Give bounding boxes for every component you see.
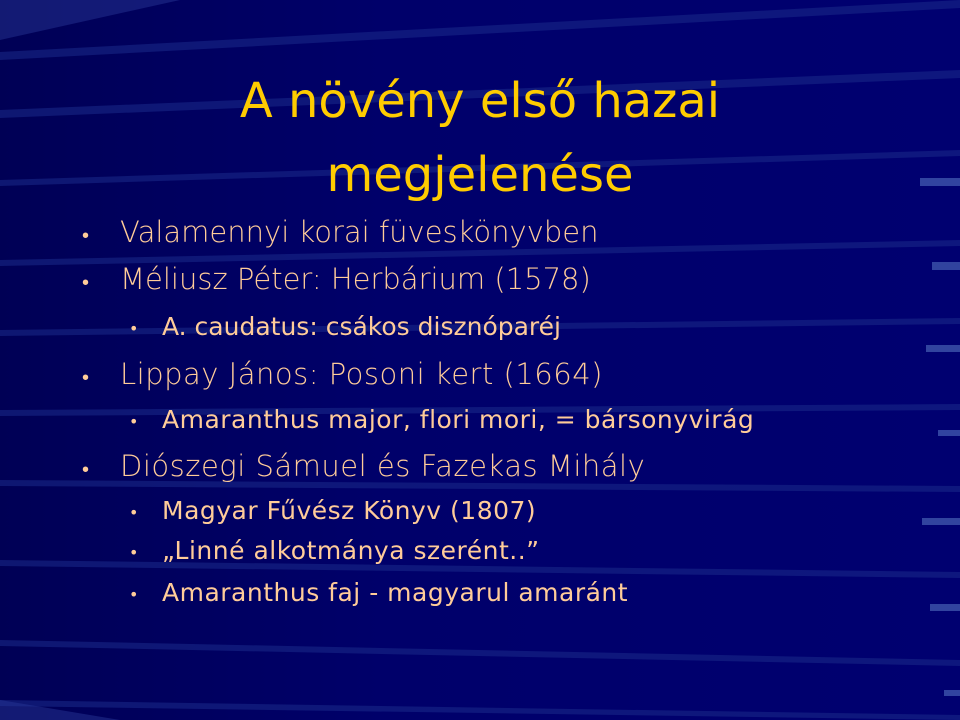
bullet-text: Valamennyi korai füveskönyvben — [120, 215, 599, 249]
bullet-dot-icon: • — [82, 270, 90, 294]
sub-bullet-item — [129, 578, 629, 607]
title-line-1: A növény első hazai — [239, 73, 721, 129]
bullet-dot-icon: • — [129, 319, 139, 338]
bullet-text: A. caudatus: csákos disznóparéj — [162, 312, 561, 341]
bullet-dot-icon: • — [129, 503, 139, 522]
title-line-2: megjelenése — [326, 147, 634, 203]
bullet-item — [82, 215, 599, 249]
bullet-text: Amaranthus faj - magyarul amaránt — [162, 578, 629, 607]
bullet-dot-icon: • — [82, 223, 90, 247]
bullet-item — [82, 357, 603, 391]
bullet-text: Magyar Fűvész Könyv (1807) — [162, 496, 537, 525]
sub-bullet-item — [129, 405, 755, 434]
sub-bullet-item — [129, 496, 537, 525]
bullet-dot-icon: • — [129, 412, 139, 431]
bullet-item — [82, 449, 646, 483]
bullet-text: „Linné alkotmánya szerént..” — [162, 536, 540, 565]
bullet-item — [82, 262, 591, 296]
bullet-dot-icon: • — [129, 543, 139, 562]
bullet-dot-icon: • — [82, 365, 90, 389]
bullet-dot-icon: • — [129, 585, 139, 604]
sub-bullet-item — [129, 312, 561, 341]
bullet-text: Diószegi Sámuel és Fazekas Mihály — [120, 449, 646, 483]
bullet-text: Méliusz Péter: Herbárium (1578) — [120, 262, 591, 296]
bullet-text: Lippay János: Posoni kert (1664) — [120, 357, 603, 391]
bullet-dot-icon: • — [82, 457, 90, 481]
bullet-text: Amaranthus major, flori mori, = bársonyvirág — [162, 405, 755, 434]
sub-bullet-item — [129, 536, 540, 565]
